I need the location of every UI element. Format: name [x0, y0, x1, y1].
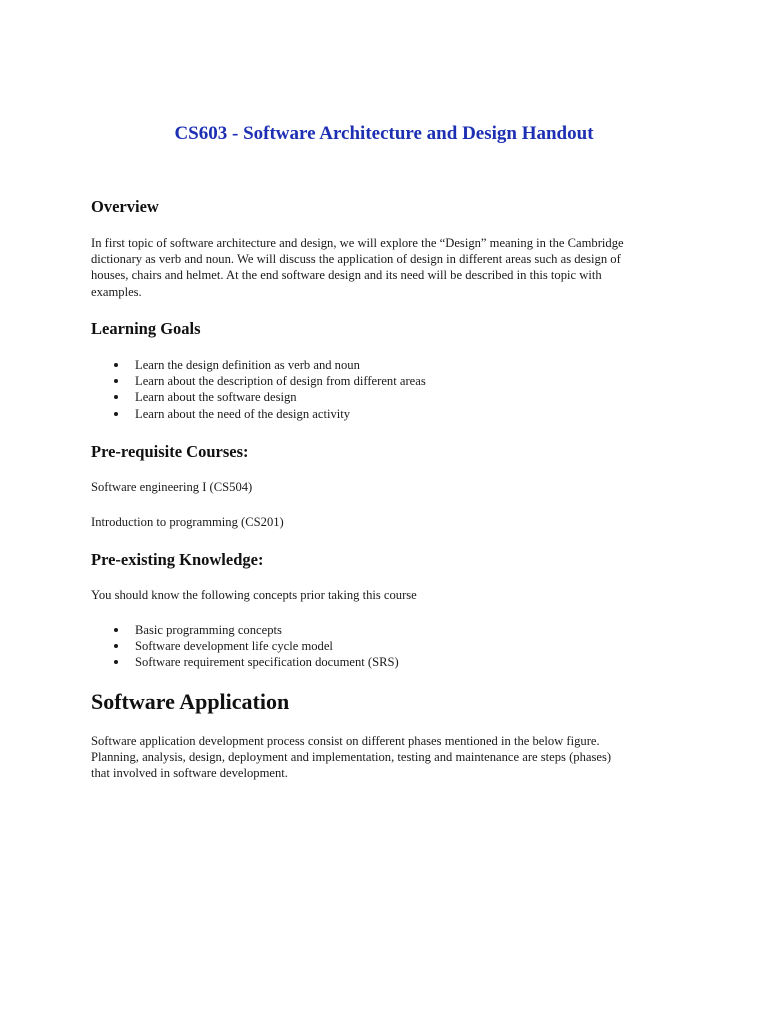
list-item-text: Learn about the software design — [135, 390, 297, 405]
list-item-text: Software requirement specification document (SRS) — [135, 655, 399, 670]
learning-goals-list — [91, 357, 671, 422]
prerequisite-course: Software engineering I (CS504) — [91, 480, 253, 494]
list-item — [91, 622, 671, 638]
list-item-text: Learn the design definition as verb and noun — [135, 358, 360, 372]
preexisting-knowledge-intro: You should know the following concepts prior taking this course — [91, 588, 417, 602]
software-application-paragraph — [91, 733, 691, 782]
list-item-text: Basic programming concepts — [135, 623, 282, 637]
list-item — [91, 406, 671, 422]
prerequisite-course: Introduction to programming (CS201) — [91, 515, 284, 529]
list-item-text: Learn about the description of design from different areas — [135, 374, 426, 389]
overview-line: examples. — [91, 284, 142, 299]
bullet-icon — [114, 379, 118, 383]
preexisting-knowledge-heading: Pre-existing Knowledge: — [91, 550, 264, 569]
software-application-heading: Software Application — [91, 689, 290, 714]
bullet-icon — [114, 660, 118, 664]
overview-paragraph — [91, 235, 691, 300]
list-item — [91, 373, 671, 389]
list-item — [91, 357, 671, 373]
overview-line: houses, chairs and helmet. At the end software design and its need will be described in this topic with — [91, 268, 602, 283]
overview-line: In first topic of software architecture and design, we will explore the “Design” meaning in the Cambridge — [91, 236, 624, 250]
list-item — [91, 654, 671, 670]
software-application-line: Software application development process consist on different phases mentioned in the below figure. — [91, 734, 600, 748]
bullet-icon — [114, 363, 118, 367]
bullet-icon — [114, 412, 118, 416]
list-item-text: Learn about the need of the design activity — [135, 406, 351, 421]
software-application-line: Planning, analysis, design, deployment and implementation, testing and maintenance are steps (phases) — [91, 750, 612, 765]
overview-heading: Overview — [91, 197, 159, 216]
bullet-icon — [114, 644, 118, 648]
overview-line: dictionary as verb and noun. We will discuss the application of design in different areas such as design of — [91, 252, 621, 267]
document-title: CS603 - Software Architecture and Design Handout — [174, 123, 594, 144]
list-item-text: Software development life cycle model — [135, 639, 333, 654]
list-item — [91, 389, 671, 405]
bullet-icon — [114, 395, 118, 399]
bullet-icon — [114, 628, 118, 632]
prerequisite-courses-heading: Pre-requisite Courses: — [91, 442, 249, 461]
software-application-line: that involved in software development. — [91, 766, 288, 781]
preexisting-knowledge-list — [91, 622, 671, 671]
learning-goals-heading: Learning Goals — [91, 319, 201, 338]
list-item — [91, 638, 671, 654]
